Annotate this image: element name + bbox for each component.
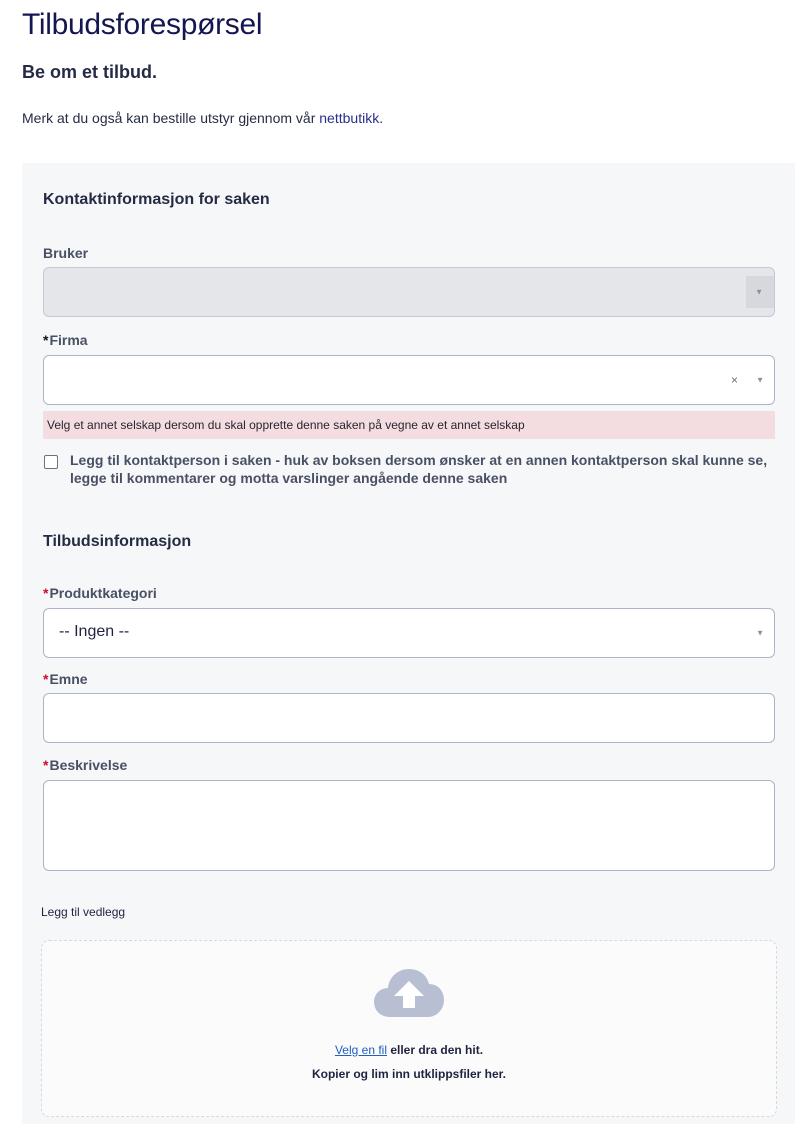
- drag-text: eller dra den hit.: [387, 1043, 484, 1057]
- contact-section-title: Kontaktinformasjon for saken: [43, 191, 270, 208]
- category-label-text: Produktkategori: [49, 585, 157, 601]
- company-select[interactable]: [43, 355, 775, 405]
- user-label: Bruker: [43, 245, 89, 261]
- chevron-down-icon[interactable]: ▼: [756, 628, 764, 638]
- page-subtitle: Be om et tilbud.: [22, 62, 157, 82]
- required-marker: *: [43, 585, 49, 601]
- user-select-dropdown-button: [746, 276, 774, 308]
- webshop-link[interactable]: nettbutikk: [319, 110, 380, 126]
- required-marker: *: [43, 671, 49, 687]
- intro-text-start: Merk at du også kan bestille utstyr gjennom vår: [22, 110, 320, 126]
- company-notice: Velg et annet selskap dersom du skal opprette denne saken på vegne av et annet selskap: [43, 411, 775, 439]
- required-marker: *: [43, 757, 49, 773]
- required-marker: *: [43, 332, 49, 348]
- cloud-upload-icon: [374, 965, 446, 1021]
- subject-label-text: Emne: [49, 671, 88, 687]
- add-contact-checkbox[interactable]: [44, 455, 58, 469]
- quote-form-panel: [22, 163, 795, 1124]
- clear-icon[interactable]: ×: [730, 373, 738, 387]
- description-label-text: Beskrivelse: [49, 757, 128, 773]
- quote-section-title: Tilbudsinformasjon: [43, 533, 192, 550]
- user-select: [43, 267, 775, 317]
- subject-input[interactable]: [43, 693, 775, 743]
- intro-text-end: .: [379, 110, 384, 126]
- company-label: [43, 332, 88, 348]
- attachments-label: Legg til vedlegg: [41, 905, 126, 919]
- subject-label: [43, 671, 88, 687]
- category-label: [43, 585, 157, 601]
- intro-text: [22, 110, 383, 126]
- file-dropzone[interactable]: [41, 940, 777, 1117]
- product-category-select[interactable]: [43, 608, 775, 658]
- description-label: [43, 757, 127, 773]
- chevron-down-icon[interactable]: ▼: [756, 375, 764, 385]
- description-textarea[interactable]: [43, 780, 775, 871]
- add-contact-checkbox-label[interactable]: Legg til kontaktperson i saken - huk av boksen dersom ønsker at en annen kontaktperson skal kunne se, legge til kommentarer og motta varslinger angående denne saken: [70, 452, 768, 486]
- paste-text: Kopier og lim inn utklippsfiler her.: [311, 1067, 507, 1081]
- page-title: Tilbudsforespørsel: [22, 8, 263, 41]
- chevron-down-icon: ▼: [755, 287, 763, 297]
- company-label-text: Firma: [49, 332, 88, 348]
- product-category-value: -- Ingen --: [59, 623, 130, 640]
- dropzone-instructions: [42, 1043, 776, 1057]
- choose-file-link[interactable]: Velg en fil: [334, 1043, 387, 1057]
